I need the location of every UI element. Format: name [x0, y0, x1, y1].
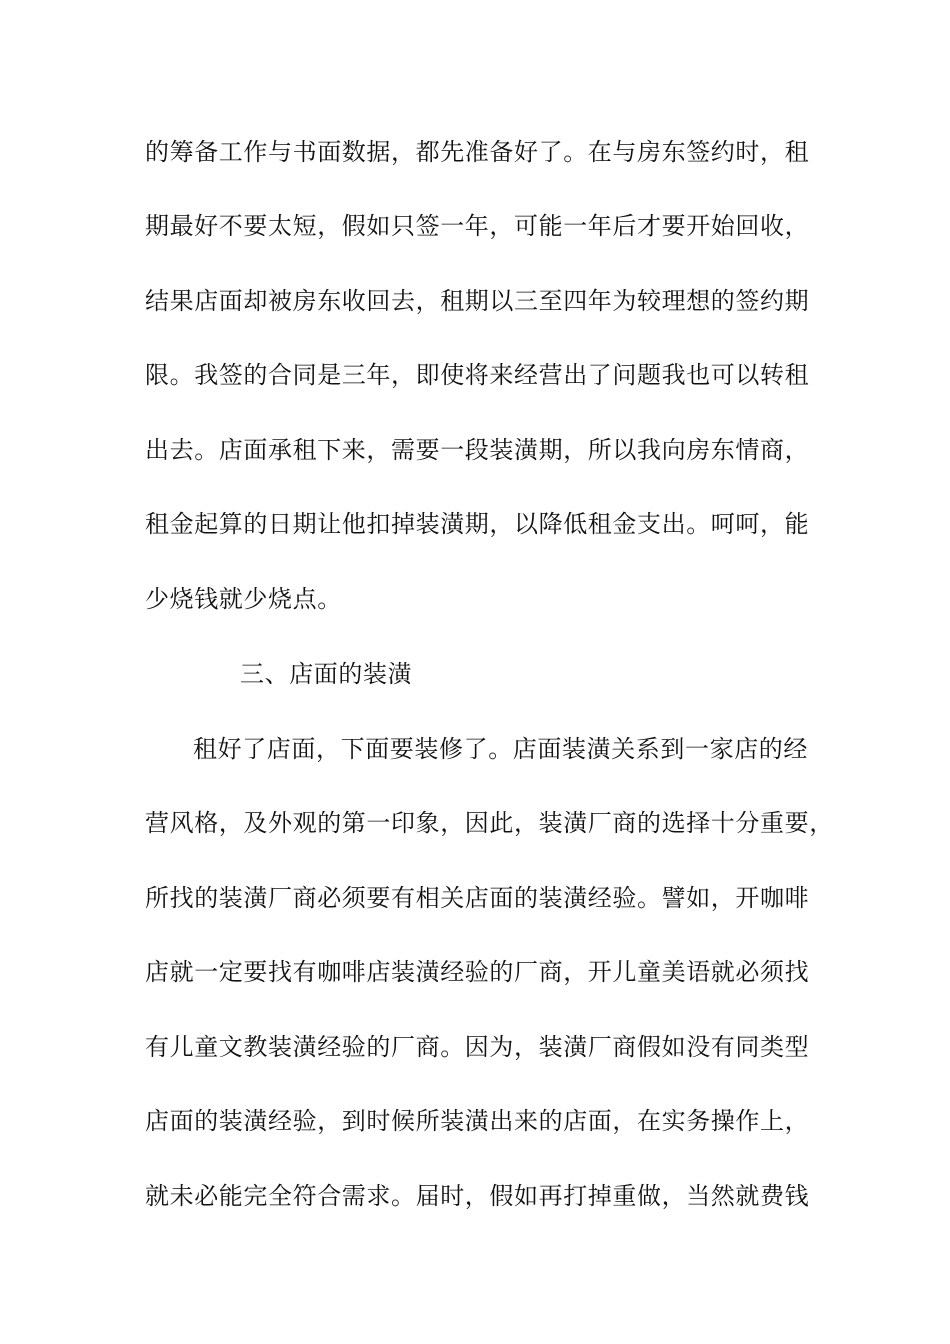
paragraph-line: 营风格，及外观的第一印象，因此，装潢厂商的选择十分重要，: [145, 809, 834, 837]
paragraph-line: 少烧钱就少烧点。: [145, 585, 342, 613]
paragraph-line: 有儿童文教装潢经验的厂商。因为，装潢厂商假如没有同类型: [145, 1033, 810, 1061]
paragraph-line: 店面的装潢经验，到时候所装潢出来的店面，在实务操作上，: [145, 1107, 810, 1135]
paragraph-line: 租好了店面，下面要装修了。店面装潢关系到一家店的经: [193, 735, 808, 763]
paragraph-line: 所找的装潢厂商必须要有相关店面的装潢经验。譬如，开咖啡: [145, 884, 810, 912]
paragraph-line: 结果店面却被房东收回去，租期以三至四年为较理想的签约期: [145, 287, 810, 315]
paragraph-line: 出去。店面承租下来，需要一段装潢期，所以我向房东情商，: [145, 436, 810, 464]
paragraph-line: 就未必能完全符合需求。届时，假如再打掉重做，当然就费钱: [145, 1182, 810, 1210]
paragraph-line: 的筹备工作与书面数据，都先准备好了。在与房东签约时，租: [145, 138, 810, 166]
section-heading: 三、店面的装潢: [240, 660, 413, 688]
paragraph-line: 店就一定要找有咖啡店装潢经验的厂商，开儿童美语就必须找: [145, 958, 810, 986]
paragraph-line: 期最好不要太短，假如只签一年，可能一年后才要开始回收，: [145, 212, 810, 240]
paragraph-line: 限。我签的合同是三年，即使将来经营出了问题我也可以转租: [145, 361, 810, 389]
paragraph-line: 租金起算的日期让他扣掉装潢期，以降低租金支出。呵呵，能: [145, 510, 810, 538]
